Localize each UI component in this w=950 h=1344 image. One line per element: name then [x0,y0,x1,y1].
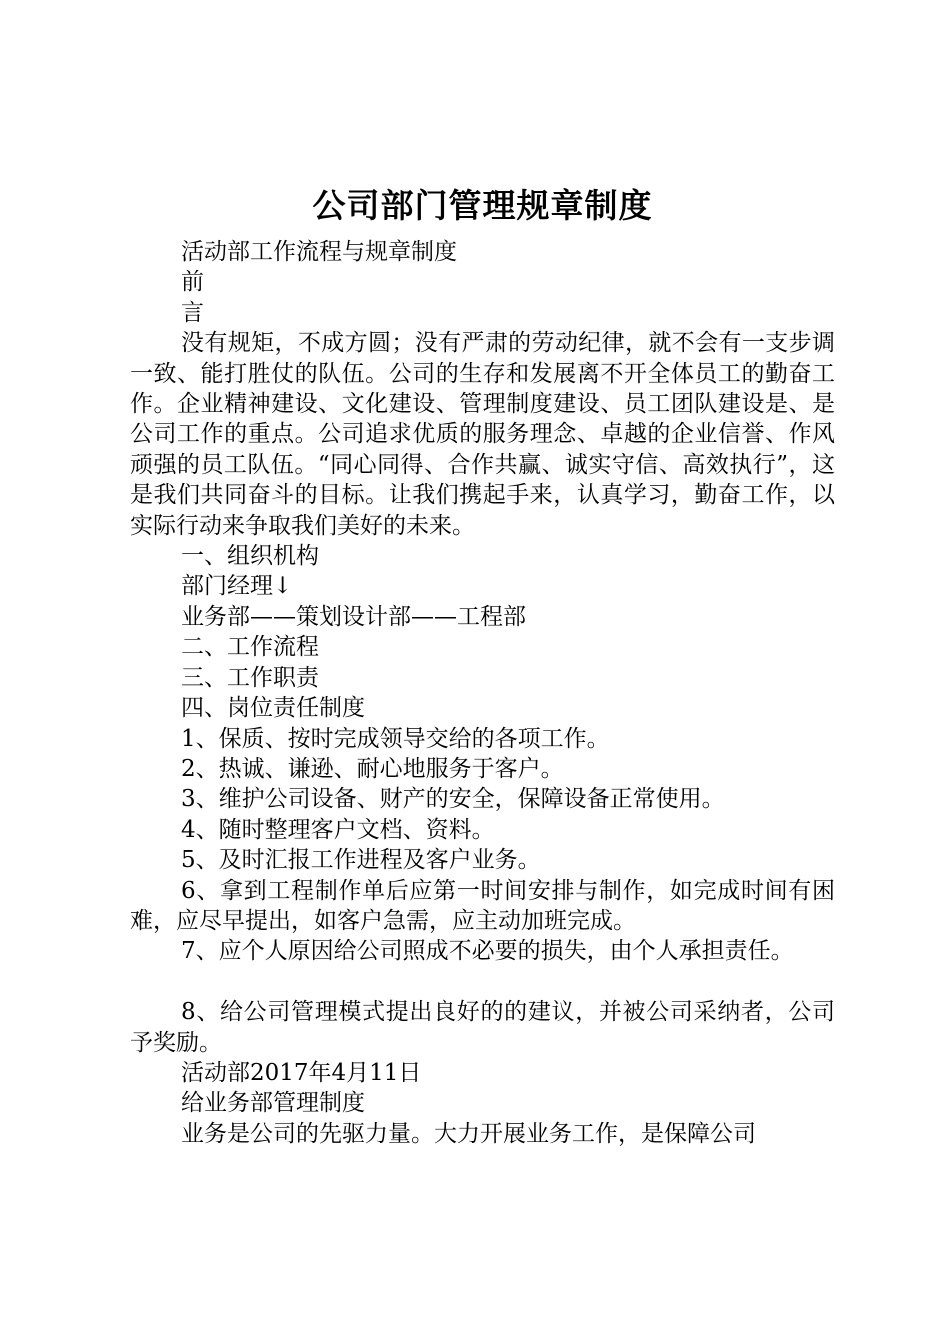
list-item: 8、给公司管理模式提出良好的的建议，并被公司采纳者，公司予奖励。 [130,999,835,1056]
list-item: 7、应个人原因给公司照成不必要的损失，由个人承担责任。 [181,938,794,965]
list-item: 5、及时汇报工作进程及客户业务。 [181,847,541,874]
paragraph-sales-body: 业务是公司的先驱力量。大力开展业务工作，是保障公司 [181,1120,756,1147]
heading-workflow: 二、工作流程 [181,634,319,661]
list-item: 3、维护公司设备、财产的安全，保障设备正常使用。 [181,786,725,813]
heading-responsibility: 四、岗位责任制度 [181,695,365,722]
list-item: 2、热诚、谦逊、耐心地服务于客户。 [181,755,564,782]
paragraph-manager: 部门经理↓ [181,573,293,600]
paragraph-subtitle: 活动部工作流程与规章制度 [181,239,457,265]
heading-organization: 一、组织机构 [181,543,319,570]
list-item: 6、拿到工程制作单后应第一时间安排与制作，如完成时间有困难，应尽早提出，如客户急需，应主动加班完成。 [130,877,835,934]
document-page [130,184,835,1149]
list-item: 1、保质、按时完成领导交给的各项工作。 [181,725,610,752]
blank-line [130,967,835,997]
paragraph-preface-body: 没有规矩，不成方圆；没有严肃的劳动纪律，就不会有一支步调一致、能打胜仗的队伍。公司的生存和发展离不开全体员工的勤奋工作。企业精神建设、文化建设、管理制度建设、员工团队建设是、是公司工作的重点。公司追求优质的服务理念、卓越的企业信誉、作风顽强的员工队伍。“同心同得、合作共赢、诚实守信、高效执行”，这是我们共同奋斗的目标。让我们携起手来，认真学习，勤奋工作，以实际行动来争取我们美好的未来。 [130,330,835,539]
paragraph-preface-2: 言 [181,299,204,326]
list-item: 4、随时整理客户文档、资料。 [181,816,495,843]
paragraph-preface-1: 前 [181,269,204,296]
paragraph-departments: 业务部——策划设计部——工程部 [181,603,526,630]
document-title: 公司部门管理规章制度 [312,186,653,225]
heading-sales-rules: 给业务部管理制度 [181,1090,365,1117]
signature-date: 活动部2017年4月11日 [181,1059,422,1086]
heading-duties: 三、工作职责 [181,664,319,691]
